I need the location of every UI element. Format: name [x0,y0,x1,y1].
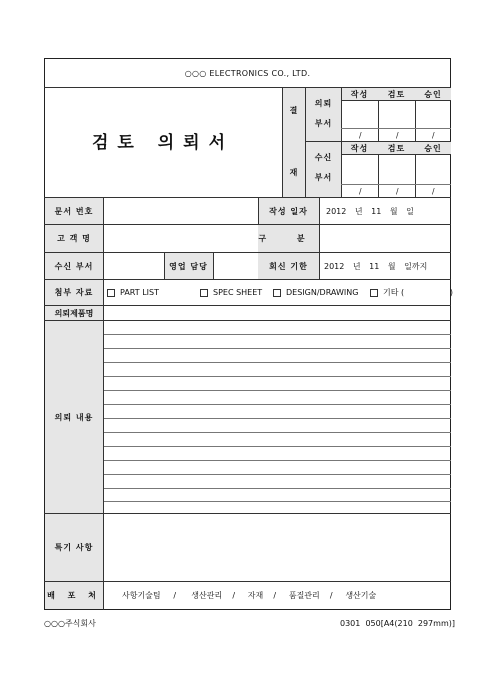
sales-field[interactable] [214,253,258,279]
attach-spec-sheet[interactable] [200,280,262,305]
receive-dept-text: 수신부서 [314,153,333,182]
sales-label: 영업 담당 [169,261,208,271]
written-date-label: 작성 일자 [269,206,308,216]
document-title: 검토 의뢰서 [91,132,235,153]
col-write-2: 작성 [350,143,369,153]
attach-spec-sheet-text: SPEC SHEET [213,288,263,297]
approval-jae: 재 [289,167,299,177]
division-label: 구 분 [258,234,319,243]
special-label: 특기 사항 [54,543,94,552]
col-approve-2: 승인 [424,143,442,153]
date-slash: / [396,186,399,196]
receive-dept-approval-label [306,148,341,188]
checkbox-icon[interactable] [273,289,281,297]
customer-label: 고 객 명 [57,234,91,243]
attach-design[interactable] [273,280,358,305]
reply-label: 회신 기한 [269,261,308,271]
customer-field[interactable] [104,225,258,252]
date-slash: / [359,130,362,140]
approval-gyeol: 결 [289,105,299,115]
content-label: 의뢰 내용 [54,412,94,422]
written-date-value[interactable]: 2012 년 11 월 일 [326,206,414,216]
checkbox-icon[interactable] [107,289,115,297]
attach-part-list[interactable] [107,280,159,305]
reply-value[interactable]: 2012 년 11 월 일까지 [324,261,428,271]
receive-dept-field[interactable] [104,253,164,279]
attach-design-text: DESIGN/DRAWING [286,288,359,297]
date-slash: / [359,186,362,196]
footer-company: ○○○주식회사 [44,618,96,628]
company-name: ○○○ ELECTRONICS CO., LTD. [184,68,311,78]
date-slash: / [432,186,435,196]
date-slash: / [432,130,435,140]
attach-other[interactable] [370,280,453,305]
request-dept-label [306,94,341,134]
col-write-1: 작성 [350,89,369,99]
request-dept-text: 의뢰부서 [314,99,333,128]
checkbox-icon[interactable] [370,289,378,297]
doc-no-field[interactable] [104,198,258,224]
product-label: 의뢰제품명 [54,308,94,318]
content-area[interactable] [104,321,451,513]
receive-dept-label: 수신 부서 [54,261,94,271]
checkbox-icon[interactable] [200,289,208,297]
attach-part-list-text: PART LIST [120,288,159,297]
dist-label: 배 포 처 [47,591,101,600]
col-approve-1: 승인 [424,89,442,99]
date-slash: / [396,130,399,140]
col-review-2: 검토 [387,143,406,153]
product-field[interactable] [104,306,451,320]
doc-no-label: 문서 번호 [54,206,94,216]
attach-other-text: 기타 ( ) [383,288,454,297]
footer-form-code: 0301 050[A4(210 297mm)] [340,618,455,628]
dist-value: 사항기술팀 / 생산관리 / 자재 / 품질관리 / 생산기술 [122,591,377,600]
attach-label: 첨부 자료 [54,288,94,297]
special-field[interactable] [104,514,451,581]
division-field[interactable] [320,225,451,252]
col-review-1: 검토 [387,89,406,99]
